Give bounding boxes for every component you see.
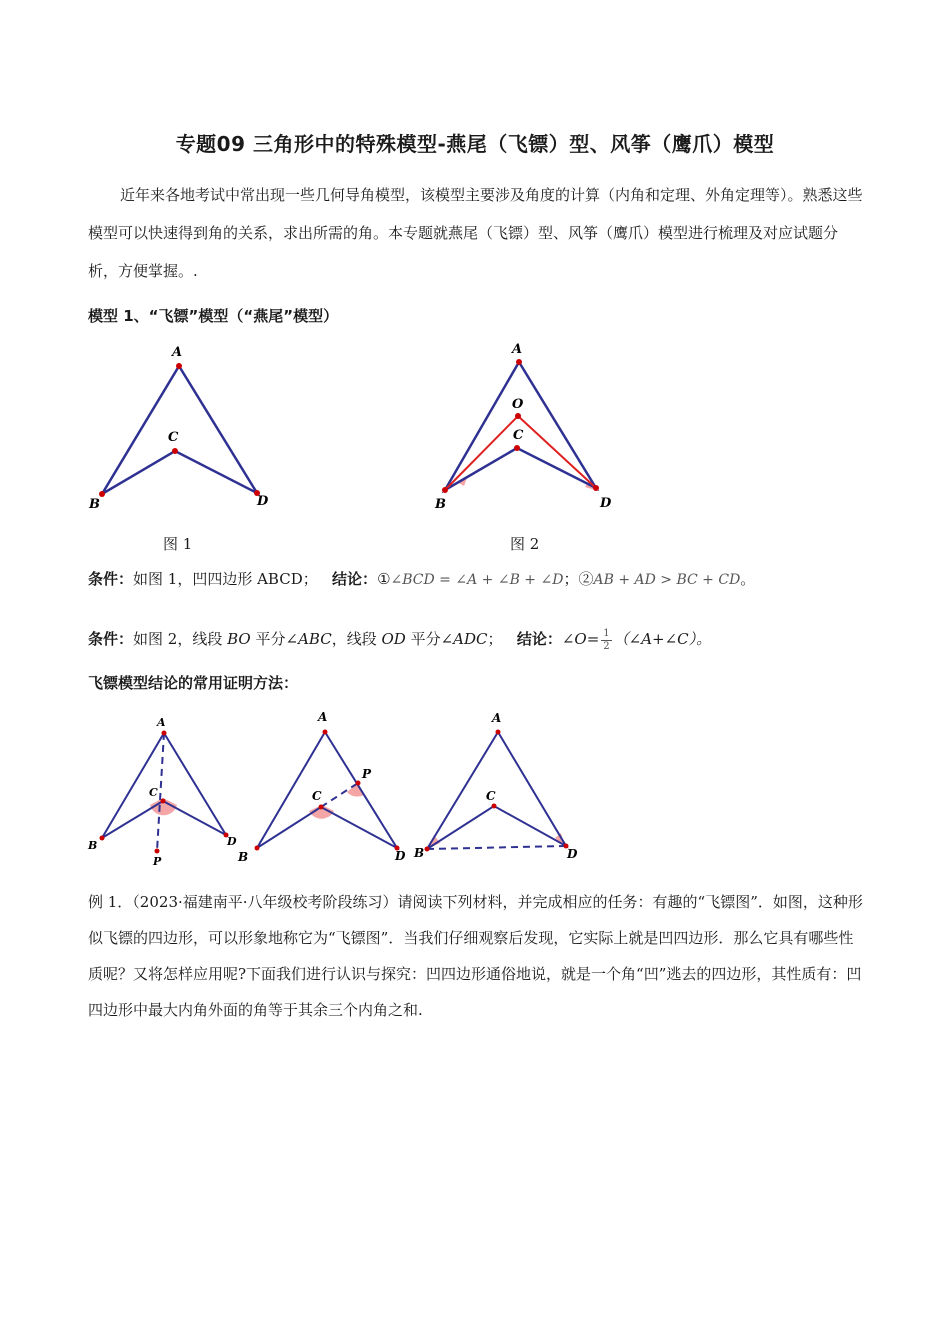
figure-1-caption: 图 1 — [163, 535, 193, 553]
dart-outline — [427, 732, 566, 849]
point-c — [514, 445, 520, 451]
model1-heading: 模型 1、“飞镖”模型（“燕尾”模型） — [88, 307, 339, 325]
point-b — [255, 846, 260, 851]
method-figure-1 — [80, 705, 250, 875]
dart-outline — [102, 366, 257, 494]
fraction-numerator: 1 — [603, 627, 610, 639]
point-a — [323, 730, 328, 735]
point-c — [492, 804, 497, 809]
condition-text-3: ，线段 — [331, 630, 382, 648]
method-figure-2 — [230, 705, 420, 875]
point-c — [161, 799, 166, 804]
label-c: C — [149, 786, 158, 799]
label-p: P — [153, 855, 162, 868]
label-a: A — [318, 710, 328, 724]
conclusion-label: 结论： — [332, 570, 378, 588]
conclusion-label: 结论： — [516, 630, 562, 648]
conclusion-1-formula: ∠BCD = ∠A + ∠B + ∠D — [390, 572, 564, 588]
example-1-paragraph: 例 1．（2023·福建南平·八年级校考阶段练习）请阅读下列材料，并完成相应的任务：有趣的“飞镖图”．如图，这种形似飞镖的四边形，可以形象地称它为“飞镖图”．当我们仔细观察后发现，它实际上就是凹四边形．那么它具有哪些性质呢？又将怎样应用呢?下面我们进行认识与探究：凹四边形通俗地说，就是一个角“凹”逃去的四边形，其性质有：凹四边形中最大内角外面的角等于其余三个内角之和. — [88, 893, 863, 1019]
label-c: C — [168, 430, 179, 445]
segment-od: OD — [381, 630, 406, 648]
angle-adc: ADC — [453, 630, 488, 648]
label-d: D — [567, 847, 578, 861]
angle-abc: ABC — [298, 630, 332, 648]
label-p: P — [362, 767, 372, 781]
end-mark: 。 — [740, 570, 756, 588]
point-o — [515, 413, 521, 419]
dart-outline — [445, 362, 596, 490]
point-a — [162, 731, 167, 736]
intro-text: 近年来各地考试中常出现一些几何导角模型，该模型主要涉及角度的计算（内角和定理、外角定理等）。熟悉这些模型可以快速得到角的关系，求出所需的角。本专题就燕尾（飞镖）型、风筝（鹰爪）模型进行梳理及对应试题分析，方便掌握。. — [88, 186, 863, 280]
fraction-half — [601, 628, 611, 653]
separator: ； — [563, 570, 579, 588]
conclusion-1-mark: ① — [377, 570, 391, 588]
point-b — [425, 847, 430, 852]
conclusion-2-formula: AB + AD > BC + CD — [593, 572, 741, 588]
label-a: A — [157, 716, 166, 729]
conclusion-lhs: ∠O= — [561, 630, 600, 648]
label-c: C — [513, 428, 524, 443]
condition-2 — [88, 624, 711, 654]
condition-text-4: 平分∠ — [405, 630, 454, 648]
label-a: A — [172, 345, 183, 360]
label-c: C — [486, 789, 496, 803]
dart-outline — [257, 732, 397, 848]
label-b: B — [88, 839, 98, 852]
connecting-line-bd — [427, 846, 566, 849]
label-a: A — [492, 711, 502, 725]
label-c: C — [312, 789, 322, 803]
point-c — [319, 805, 324, 810]
methods-heading: 飞镖模型结论的常用证明方法： — [88, 674, 299, 692]
point-b — [100, 836, 105, 841]
label-o: O — [512, 397, 524, 412]
fraction-denominator: 2 — [603, 640, 610, 652]
point-p — [356, 781, 361, 786]
segment-bo: BO — [227, 630, 251, 648]
point-d — [593, 485, 599, 491]
extension-line — [157, 733, 164, 851]
condition-label: 条件： — [88, 630, 134, 648]
condition-1 — [88, 568, 755, 589]
label-a: A — [512, 342, 523, 357]
intro-paragraph — [88, 176, 863, 290]
label-b: B — [89, 497, 100, 512]
condition-text-5: ； — [487, 630, 503, 648]
point-a — [496, 730, 501, 735]
label-b: B — [238, 850, 249, 864]
label-b: B — [414, 846, 425, 860]
label-b: B — [435, 497, 446, 512]
condition-text-2: 平分∠ — [250, 630, 299, 648]
method-figure-3 — [410, 705, 590, 875]
point-b — [442, 487, 448, 493]
label-d: D — [600, 496, 612, 511]
point-a — [516, 359, 522, 365]
point-c — [172, 448, 178, 454]
point-a — [176, 363, 182, 369]
condition-label: 条件： — [88, 570, 134, 588]
figure-2-caption: 图 2 — [510, 535, 540, 553]
page-title: 专题09 三角形中的特殊模型-燕尾（飞镖）型、风筝（鹰爪）模型 — [175, 132, 775, 156]
label-d: D — [257, 494, 269, 509]
figure-1-dart — [80, 340, 280, 520]
point-p — [155, 849, 160, 854]
figure-2-dart-bisectors — [425, 340, 625, 520]
label-d: D — [395, 849, 406, 863]
condition-text-1: 如图 2，线段 — [133, 630, 228, 648]
conclusion-rhs: （∠A+∠C）。 — [613, 630, 712, 648]
condition-text: 如图 1，凹四边形 ABCD； — [133, 570, 318, 588]
label-d: D — [227, 835, 237, 848]
conclusion-2-mark: ② — [578, 570, 594, 588]
